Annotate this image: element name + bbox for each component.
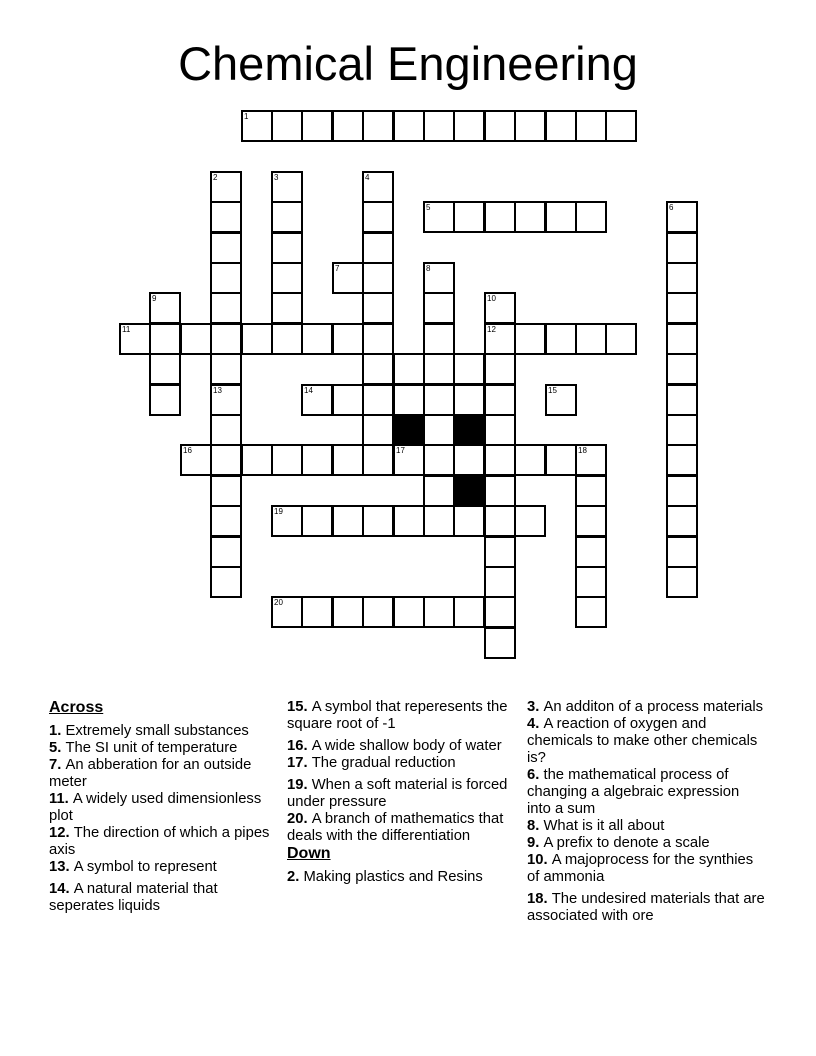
grid-cell[interactable] [119, 323, 151, 355]
clue-text: A reaction of oxygen and chemicals to make other chemicals is? [527, 716, 758, 766]
grid-cell[interactable] [423, 384, 455, 416]
grid-cell[interactable] [271, 110, 303, 142]
grid-cell[interactable] [332, 384, 364, 416]
clue-number: 6. [527, 767, 544, 783]
clue-number: 11. [49, 791, 73, 807]
grid-cell[interactable] [666, 262, 698, 294]
clue-text: Making plastics and Resins [303, 869, 483, 885]
clue-item [527, 716, 765, 767]
grid-cell[interactable] [149, 353, 181, 385]
grid-cell[interactable] [666, 475, 698, 507]
clue-number: 18. [527, 891, 552, 907]
clue-number: 1. [49, 723, 66, 739]
clue-text: The gradual reduction [311, 755, 456, 771]
grid-cell[interactable] [149, 292, 181, 324]
grid-cell[interactable] [423, 444, 455, 476]
grid-cell[interactable] [332, 110, 364, 142]
grid-cell[interactable] [666, 292, 698, 324]
clue-text: The direction of which a pipes axis [49, 825, 270, 858]
grid-cell[interactable] [575, 505, 607, 537]
grid-cell[interactable] [575, 536, 607, 568]
grid-cell[interactable] [301, 596, 333, 628]
grid-cell[interactable] [575, 475, 607, 507]
grid-cell[interactable] [666, 201, 698, 233]
grid-cell[interactable] [423, 292, 455, 324]
grid-cell[interactable] [393, 110, 425, 142]
grid-cell[interactable] [514, 444, 546, 476]
clue-column [49, 699, 277, 915]
clue-number: 20. [287, 811, 312, 827]
clue-item [287, 777, 527, 811]
grid-cell[interactable] [484, 505, 516, 537]
grid-cell[interactable] [453, 384, 485, 416]
grid-cell[interactable] [484, 536, 516, 568]
clue-item [527, 835, 765, 852]
cell-number: 13 [213, 386, 222, 395]
cell-number: 2 [213, 173, 218, 182]
grid-cell-black [453, 414, 485, 446]
clue-text: The SI unit of temperature [65, 740, 238, 756]
cell-number: 11 [122, 325, 131, 334]
clue-number: 14. [49, 881, 74, 897]
grid-cell[interactable] [393, 444, 425, 476]
grid-cell[interactable] [393, 353, 425, 385]
grid-cell[interactable] [575, 110, 607, 142]
grid-cell[interactable] [666, 323, 698, 355]
grid-cell[interactable] [241, 444, 273, 476]
clue-item [527, 818, 765, 835]
grid-cell[interactable] [484, 384, 516, 416]
clue-item [287, 869, 527, 886]
clue-item [287, 811, 527, 845]
clue-number: 2. [287, 869, 304, 885]
clue-item [49, 791, 277, 825]
grid-cell-black [393, 414, 425, 446]
grid-cell[interactable] [271, 505, 303, 537]
grid-cell[interactable] [453, 110, 485, 142]
grid-cell[interactable] [149, 323, 181, 355]
grid-cell[interactable] [301, 323, 333, 355]
grid-cell[interactable] [514, 110, 546, 142]
grid-cell[interactable] [362, 232, 394, 264]
grid-cell[interactable] [210, 444, 242, 476]
cell-number: 19 [274, 507, 283, 516]
cell-number: 14 [304, 386, 313, 395]
grid-cell[interactable] [271, 262, 303, 294]
cell-number: 12 [487, 325, 496, 334]
grid-cell[interactable] [423, 110, 455, 142]
grid-cell[interactable] [210, 292, 242, 324]
clue-item [49, 825, 277, 859]
clue-item [287, 755, 527, 772]
clue-number: 4. [527, 716, 544, 732]
clue-item [49, 859, 277, 876]
grid-cell[interactable] [423, 505, 455, 537]
cell-number: 1 [244, 112, 249, 121]
grid-cell[interactable] [210, 201, 242, 233]
down-heading: Down [287, 845, 331, 862]
clue-text: What is it all about [543, 818, 665, 834]
grid-cell[interactable] [545, 444, 577, 476]
grid-cell[interactable] [180, 323, 212, 355]
grid-cell[interactable] [545, 201, 577, 233]
grid-cell[interactable] [210, 262, 242, 294]
grid-cell[interactable] [423, 414, 455, 446]
grid-cell[interactable] [484, 627, 516, 659]
clue-number: 10. [527, 852, 552, 868]
grid-cell[interactable] [241, 323, 273, 355]
clue-number: 13. [49, 859, 74, 875]
clue-number: 8. [527, 818, 544, 834]
clue-number: 19. [287, 777, 312, 793]
grid-cell[interactable] [484, 292, 516, 324]
grid-cell[interactable] [545, 110, 577, 142]
grid-cell[interactable] [332, 323, 364, 355]
clue-column [527, 699, 765, 925]
grid-cell[interactable] [453, 201, 485, 233]
grid-cell[interactable] [210, 536, 242, 568]
grid-cell[interactable] [514, 323, 546, 355]
clue-number: 3. [527, 699, 544, 715]
clue-number: 9. [527, 835, 544, 851]
grid-cell[interactable] [271, 201, 303, 233]
grid-cell[interactable] [271, 444, 303, 476]
cell-number: 16 [183, 446, 192, 455]
grid-cell[interactable] [575, 566, 607, 598]
grid-cell[interactable] [484, 353, 516, 385]
grid-cell[interactable] [362, 171, 394, 203]
clue-number: 12. [49, 825, 74, 841]
grid-cell[interactable] [666, 566, 698, 598]
grid-cell[interactable] [210, 384, 242, 416]
grid-cell[interactable] [210, 171, 242, 203]
grid-cell[interactable] [362, 110, 394, 142]
grid-cell[interactable] [423, 596, 455, 628]
grid-cell[interactable] [666, 414, 698, 446]
grid-cell[interactable] [393, 384, 425, 416]
cell-number: 9 [152, 294, 157, 303]
grid-cell[interactable] [484, 201, 516, 233]
grid-cell[interactable] [393, 505, 425, 537]
grid-cell[interactable] [180, 444, 212, 476]
clue-text: the mathematical process of changing a algebraic expression into a sum [527, 767, 740, 817]
grid-cell[interactable] [453, 444, 485, 476]
grid-cell[interactable] [666, 353, 698, 385]
across-heading: Across [49, 699, 104, 716]
grid-cell[interactable] [423, 201, 455, 233]
cell-number: 15 [548, 386, 557, 395]
grid-cell[interactable] [484, 110, 516, 142]
grid-cell[interactable] [453, 596, 485, 628]
grid-cell[interactable] [210, 323, 242, 355]
grid-cell[interactable] [423, 323, 455, 355]
grid-cell[interactable] [271, 232, 303, 264]
clue-text: A natural material that seperates liquids [49, 881, 218, 914]
clue-item [49, 740, 277, 757]
grid-cell[interactable] [545, 323, 577, 355]
clue-number: 7. [49, 757, 66, 773]
grid-cell[interactable] [210, 232, 242, 264]
clue-item [287, 738, 527, 755]
grid-cell[interactable] [393, 596, 425, 628]
grid-cell[interactable] [666, 232, 698, 264]
grid-cell[interactable] [362, 262, 394, 294]
grid-cell[interactable] [332, 444, 364, 476]
clue-text: A wide shallow body of water [311, 738, 502, 754]
grid-cell[interactable] [514, 201, 546, 233]
grid-cell[interactable] [362, 201, 394, 233]
cell-number: 7 [335, 264, 340, 273]
grid-cell[interactable] [453, 353, 485, 385]
grid-cell[interactable] [362, 384, 394, 416]
clue-item [527, 891, 765, 925]
grid-cell[interactable] [575, 323, 607, 355]
clue-column [287, 699, 527, 886]
grid-cell[interactable] [575, 596, 607, 628]
grid-cell[interactable] [271, 292, 303, 324]
cell-number: 18 [578, 446, 587, 455]
grid-cell[interactable] [271, 171, 303, 203]
clue-text: A branch of mathematics that deals with the differentiation [287, 811, 504, 844]
clue-item [49, 757, 277, 791]
grid-cell[interactable] [666, 384, 698, 416]
grid-cell[interactable] [210, 414, 242, 446]
clue-text: A majoprocess for the synthies of ammonia [527, 852, 754, 885]
grid-cell[interactable] [484, 444, 516, 476]
clue-text: A symbol that reperesents the square root of -1 [287, 699, 508, 732]
grid-cell[interactable] [575, 201, 607, 233]
clue-item [49, 723, 277, 740]
clue-text: A prefix to denote a scale [543, 835, 710, 851]
grid-cell[interactable] [149, 384, 181, 416]
clue-text: Extremely small substances [65, 723, 249, 739]
grid-cell[interactable] [666, 444, 698, 476]
clue-number: 17. [287, 755, 312, 771]
grid-cell[interactable] [301, 110, 333, 142]
grid-cell[interactable] [545, 384, 577, 416]
clue-text: The undesired materials that are associated with ore [527, 891, 765, 924]
grid-cell[interactable] [241, 110, 273, 142]
cell-number: 17 [396, 446, 405, 455]
grid-cell[interactable] [362, 444, 394, 476]
grid-cell[interactable] [210, 566, 242, 598]
cell-number: 6 [669, 203, 674, 212]
cell-number: 20 [274, 598, 283, 607]
grid-cell[interactable] [210, 505, 242, 537]
clue-item [49, 881, 277, 915]
grid-cell[interactable] [484, 566, 516, 598]
clue-text: An abberation for an outside meter [49, 757, 252, 790]
clue-item [287, 699, 527, 733]
grid-cell[interactable] [301, 505, 333, 537]
grid-cell[interactable] [423, 475, 455, 507]
clue-item [527, 767, 765, 818]
clue-number: 5. [49, 740, 66, 756]
clue-text: A symbol to represent [73, 859, 217, 875]
grid-cell[interactable] [575, 444, 607, 476]
grid-cell[interactable] [484, 323, 516, 355]
grid-cell[interactable] [301, 444, 333, 476]
grid-cell[interactable] [514, 505, 546, 537]
grid-cell[interactable] [605, 323, 637, 355]
grid-cell[interactable] [362, 323, 394, 355]
grid-cell[interactable] [362, 353, 394, 385]
puzzle-title: Chemical Engineering [178, 37, 638, 90]
cell-number: 3 [274, 173, 279, 182]
grid-cell[interactable] [332, 596, 364, 628]
cell-number: 10 [487, 294, 496, 303]
grid-cell[interactable] [362, 292, 394, 324]
clue-text: When a soft material is forced under pressure [287, 777, 508, 810]
cell-number: 8 [426, 264, 431, 273]
clue-item [527, 852, 765, 886]
grid-cell[interactable] [362, 505, 394, 537]
grid-cell[interactable] [666, 505, 698, 537]
clue-number: 16. [287, 738, 312, 754]
grid-cell[interactable] [666, 536, 698, 568]
grid-cell[interactable] [332, 262, 364, 294]
grid-cell[interactable] [423, 353, 455, 385]
grid-cell[interactable] [362, 596, 394, 628]
grid-cell[interactable] [484, 414, 516, 446]
grid-cell[interactable] [332, 505, 364, 537]
clue-text: An additon of a process materials [543, 699, 764, 715]
grid-cell[interactable] [210, 353, 242, 385]
grid-cell[interactable] [210, 475, 242, 507]
grid-cell[interactable] [271, 596, 303, 628]
grid-cell[interactable] [271, 323, 303, 355]
grid-cell[interactable] [484, 596, 516, 628]
grid-cell[interactable] [605, 110, 637, 142]
clue-text: A widely used dimensionless plot [49, 791, 262, 824]
grid-cell[interactable] [484, 475, 516, 507]
clue-number: 15. [287, 699, 312, 715]
cell-number: 5 [426, 203, 431, 212]
grid-cell[interactable] [362, 414, 394, 446]
grid-cell[interactable] [423, 262, 455, 294]
grid-cell[interactable] [453, 505, 485, 537]
cell-number: 4 [365, 173, 370, 182]
grid-cell[interactable] [301, 384, 333, 416]
clue-item [527, 699, 765, 716]
grid-cell-black [453, 475, 485, 507]
